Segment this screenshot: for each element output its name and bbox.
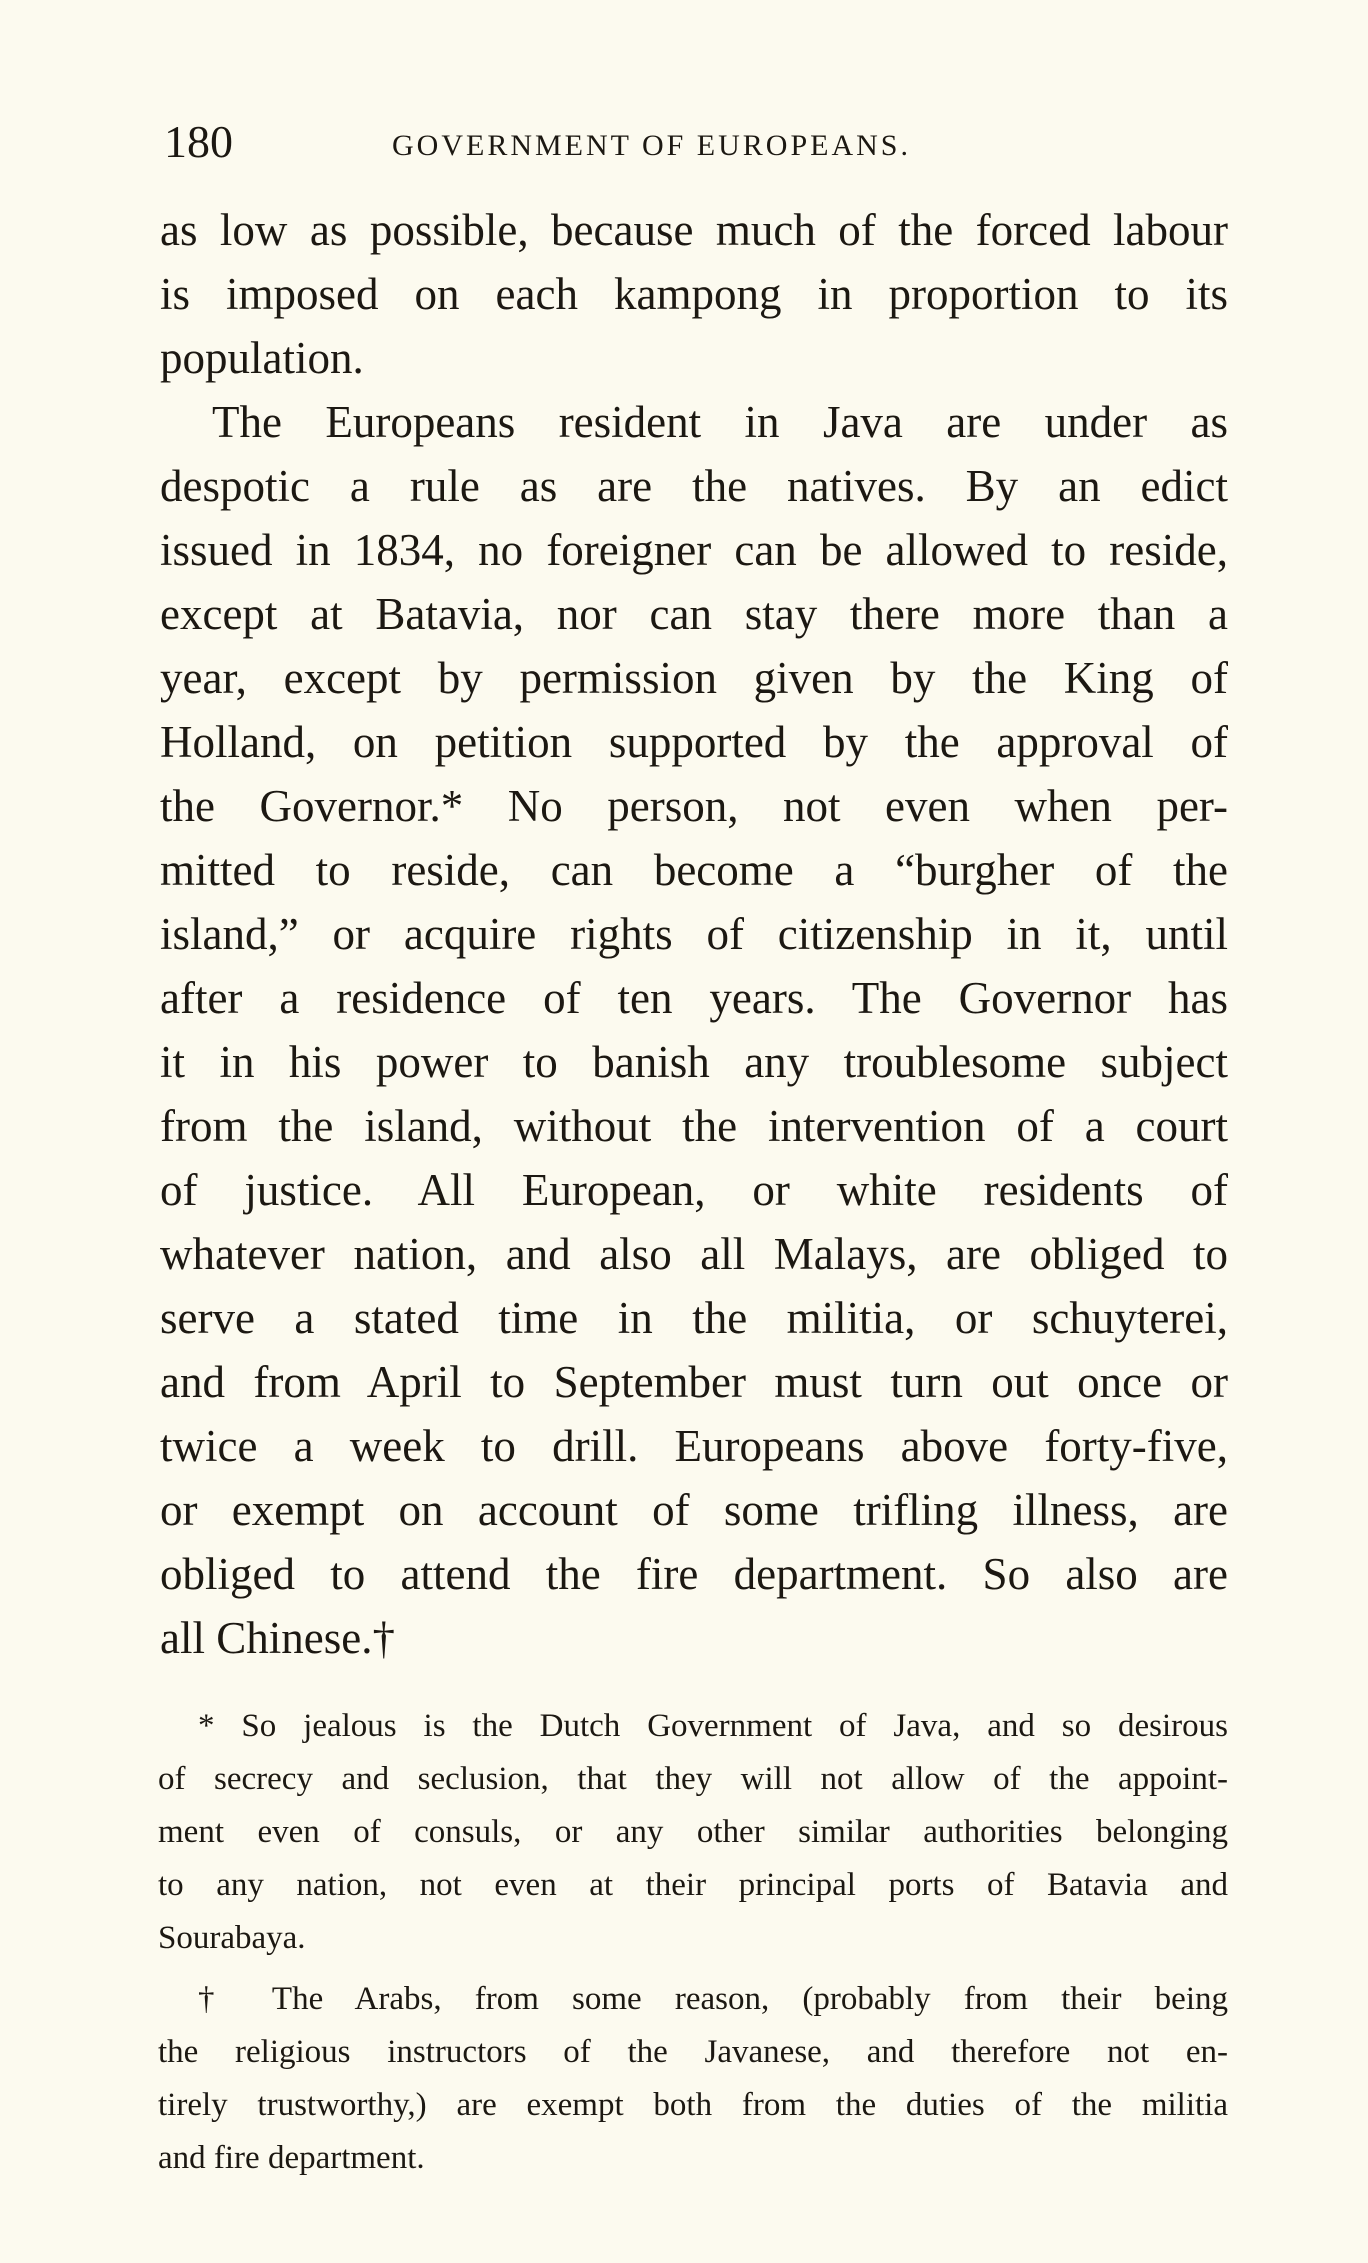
footnote-2 [158,1973,1228,2185]
footnote-1 [158,1700,1228,1965]
body-line: obliged to attend the fire department. So also are [160,1549,1228,1599]
running-head [164,112,1224,172]
footnote-line: † The Arabs, from some reason, (probably from their being [198,1981,1228,2017]
body-text [160,198,1228,1670]
footnote-line: to any nation, not even at their principal ports of Batavia and [158,1867,1228,1903]
body-line: year, except by permission given by the King of [160,653,1228,703]
body-line: the Governor.* No person, not even when per- [160,781,1228,831]
body-line: it in his power to banish any troublesome subject [160,1037,1228,1087]
body-line: island,” or acquire rights of citizenship in it, until [160,909,1228,959]
body-line: from the island, without the intervention of a court [160,1101,1228,1151]
footnote-line: and fire department. [158,2140,425,2176]
body-line: all Chinese.† [160,1613,395,1663]
running-head-title: GOVERNMENT OF EUROPEANS. [392,129,911,162]
footnote-line: the religious instructors of the Javanese, and therefore not en- [158,2034,1228,2070]
body-line: of justice. All European, or white residents of [160,1165,1228,1215]
body-line: mitted to reside, can become a “burgher of the [160,845,1228,895]
body-line: except at Batavia, nor can stay there more than a [160,589,1228,639]
body-line: or exempt on account of some trifling illness, are [160,1485,1228,1535]
body-line: despotic a rule as are the natives. By an edict [160,461,1228,511]
body-line: Holland, on petition supported by the approval of [160,717,1228,767]
footnotes [158,1700,1228,2185]
body-line: is imposed on each kampong in proportion to its [160,269,1228,319]
footnote-line: ment even of consuls, or any other similar authorities belonging [158,1814,1228,1850]
body-line: issued in 1834, no foreigner can be allowed to reside, [160,525,1228,575]
body-line: population. [160,333,364,383]
body-line: serve a stated time in the militia, or schuyterei, [160,1293,1228,1343]
footnote-divider-space [158,1965,1228,1973]
body-line: twice a week to drill. Europeans above forty-five, [160,1421,1228,1471]
body-line: whatever nation, and also all Malays, are obliged to [160,1229,1228,1279]
body-line: and from April to September must turn out once or [160,1357,1228,1407]
body-line: as low as possible, because much of the forced labour [160,205,1228,255]
body-line: The Europeans resident in Java are under as [212,397,1228,447]
footnote-line: of secrecy and seclusion, that they will not allow of the appoint- [158,1761,1228,1797]
body-line: after a residence of ten years. The Governor has [160,973,1228,1023]
footnote-line: tirely trustworthy,) are exempt both from the duties of the militia [158,2087,1228,2123]
footnote-line: Sourabaya. [158,1920,306,1956]
page-number: 180 [164,116,233,167]
footnote-line: * So jealous is the Dutch Government of Java, and so desirous [198,1708,1228,1744]
